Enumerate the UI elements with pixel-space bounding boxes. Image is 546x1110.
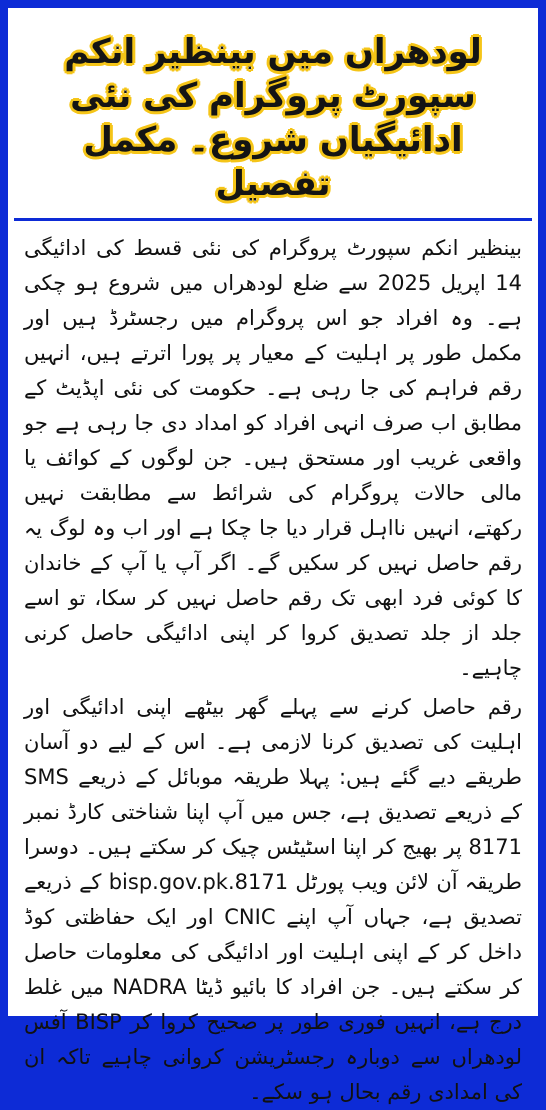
article-paragraph-1: بینظیر انکم سپورٹ پروگرام کی نئی قسط کی ادائیگی 14 اپریل 2025 سے ضلع لودھراں میں شروع ہو چکی ہے۔ وہ افراد جو اس پروگرام میں رجسٹرڈ ہیں اور مکمل طور پر اہلیت کے معیار پر پورا اترتے ہیں، انہیں رقم فراہم کی جا رہی ہے۔ حکومت کی نئی اپڈیٹ کے مطابق اب صرف انہی افراد کو امداد دی جا رہی ہے جو واقعی غریب اور مستحق ہیں۔ جن لوگوں کے کوائف یا مالی حالات پروگرام کی شرائط سے مطابقت نہیں رکھتے، انہیں نااہل قرار دیا جا چکا ہے اور اب وہ لوگ یہ رقم حاصل نہیں کر سکیں گے۔ اگر آپ یا آپ کے خاندان کا کوئی فرد ابھی تک رقم حاصل نہیں کر سکا، تو اسے جلد از جلد تصدیق کروا کر اپنی ادائیگی حاصل کرنی چاہیے۔ bbox=[24, 236, 522, 680]
headline-divider bbox=[14, 218, 532, 221]
article-body bbox=[8, 231, 538, 1110]
article-frame bbox=[8, 8, 538, 1104]
article-headline: لودھراں میں بینظیر انکم سپورٹ پروگرام کی نئی ادائیگیاں شروع۔ مکمل تفصیل bbox=[64, 32, 482, 204]
article-paragraph-2: رقم حاصل کرنے سے پہلے گھر بیٹھے اپنی ادائیگی اور اہلیت کی تصدیق کرنا لازمی ہے۔ اس کے لیے دو آسان طریقے دیے گئے ہیں: پہلا طریقہ موبائل کے ذریعے SMS کے ذریعے تصدیق ہے، جس میں آپ اپنا شناختی کارڈ نمبر 8171 پر بھیج کر اپنا اسٹیٹس چیک کر سکتے ہیں۔ دوسرا طریقہ آن لائن ویب پورٹل bisp.gov.pk.8171 کے ذریعے تصدیق ہے، جہاں آپ اپنے CNIC اور ایک حفاظتی کوڈ داخل کر کے اپنی اہلیت اور ادائیگی کی معلومات حاصل کر سکتے ہیں۔ جن افراد کا بائیو ڈیٹا NADRA میں غلط درج ہے، انہیں فوری طور پر صحیح کروا کر BISP آفس لودھراں سے دوبارہ رجسٹریشن کروانی چاہیے تاکہ ان کی امدادی رقم بحال ہو سکے۔ bbox=[24, 695, 523, 1104]
